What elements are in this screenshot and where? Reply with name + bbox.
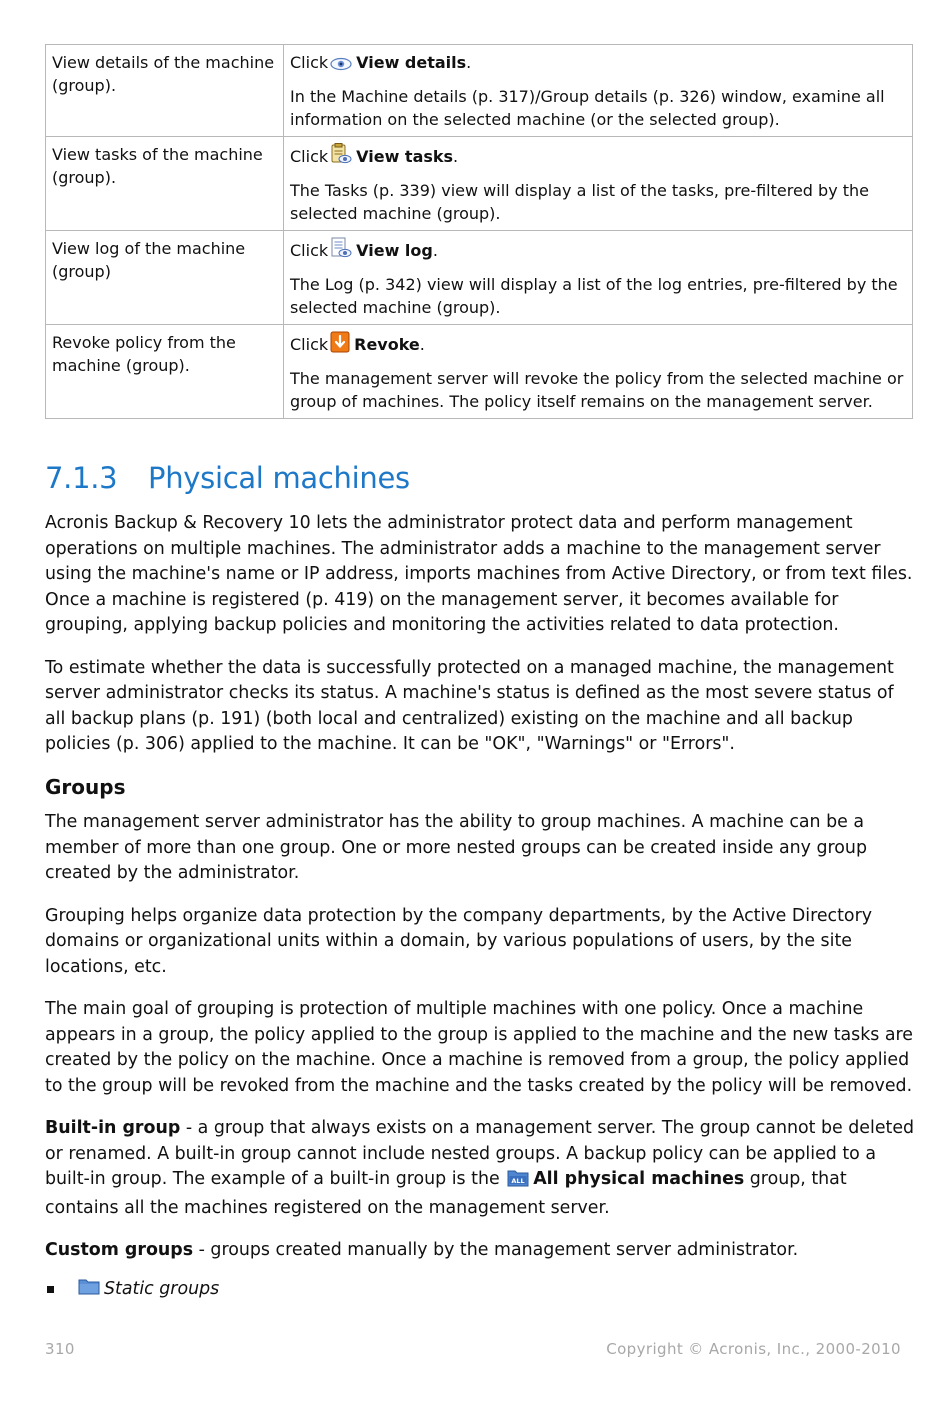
command-view-log: View log (356, 241, 433, 260)
bullet-icon (47, 1286, 54, 1293)
section-number: 7.1.3 (45, 461, 118, 495)
paragraph: The main goal of grouping is protection of multiple machines with one policy. Once a machine appears in a group, the policy applied to the group is applied to the machine and the new tasks are created by the policy on the machine. Once a machine is removed from a group, the policy applied to the group will be revoked from the machine and the tasks created by the policy will be removed. (45, 999, 914, 1096)
view-details-icon (330, 54, 352, 77)
action-cell: View tasks of the machine (group). (46, 137, 284, 231)
table-row (46, 325, 913, 419)
section-body (45, 511, 915, 1303)
action-cell: View log of the machine (group) (46, 231, 284, 325)
instruction-cell: Click View log. The Log (p. 342) view will display a list of the log entries, pre-filtered by the selected machine (group). (284, 231, 913, 325)
paragraph: Acronis Backup & Recovery 10 lets the administrator protect data and perform management operations on multiple machines. The administrator adds a machine to the management server using the machine's name or IP address, imports machines from Active Directory, or from text files. Once a machine is registered (p. 419) on the management server, it becomes available for grouping, applying backup policies and monitoring the activities related to data protection. (45, 513, 913, 635)
section-heading (45, 461, 410, 495)
page-footer (45, 1340, 901, 1358)
svg-text:ALL: ALL (511, 1177, 525, 1185)
description: The Tasks (p. 339) view will display a list of the tasks, pre-filtered by the selected machine (group). (290, 181, 870, 223)
description: The management server will revoke the policy from the selected machine or group of machines. The policy itself remains on the management server. (290, 369, 904, 411)
list-item (45, 1277, 915, 1304)
machine-actions-table (45, 44, 913, 419)
description: The Log (p. 342) view will display a list of the log entries, pre-filtered by the selected machine (group). (290, 275, 898, 317)
command-revoke: Revoke (354, 335, 420, 354)
instruction-cell: Click View tasks. The Tasks (p. 339) view will display a list of the tasks, pre-filtered by the selected machine (group). (284, 137, 913, 231)
groups-heading: Groups (45, 774, 126, 799)
table-row (46, 231, 913, 325)
action-cell: Revoke policy from the machine (group). (46, 325, 284, 419)
paragraph: Grouping helps organize data protection by the company departments, by the Active Directory domains or organizational units within a domain, by various populations of users, by the site locations, etc. (45, 905, 873, 977)
description: In the Machine details (p. 317)/Group details (p. 326) window, examine all information on the selected machine (or the selected group). (290, 87, 885, 129)
folder-icon (78, 1277, 100, 1304)
revoke-icon (330, 331, 350, 359)
action-cell: View details of the machine (group). (46, 45, 284, 137)
paragraph: To estimate whether the data is successfully protected on a managed machine, the management server administrator checks its status. A machine's status is defined as the most severe status of all backup plans (p. 191) (both local and centralized) existing on the machine and all backup policies (p. 306) applied to the machine. It can be "OK", "Warnings" or "Errors". (45, 657, 894, 754)
view-tasks-icon (330, 143, 352, 171)
custom-groups-term: Custom groups (45, 1240, 194, 1260)
instruction-cell: Click View details. In the Machine details (p. 317)/Group details (p. 326) window, examine all information on the selected machine (or the selected group). (284, 45, 913, 137)
custom-groups-paragraph: Custom groups - groups created manually by the management server administrator. (45, 1240, 799, 1260)
builtin-group-paragraph: Built-in group - a group that always exists on a management server. The group cannot be deleted or renamed. A built-in group cannot include nested groups. A backup policy can be applied to a built-in group. The example of a built-in group is the ALL All physical machines group, that contains all the machines registered on the management server. (45, 1118, 915, 1218)
page-number: 310 (45, 1340, 75, 1358)
static-groups-label: Static groups (104, 1279, 220, 1299)
builtin-group-term: Built-in group (45, 1118, 181, 1138)
view-log-icon (330, 237, 352, 265)
section-title: Physical machines (148, 461, 410, 495)
all-physical-machines-label: All physical machines (533, 1169, 745, 1189)
command-view-tasks: View tasks (356, 147, 454, 166)
instruction-cell: Click Revoke. The management server will revoke the policy from the selected machine or group of machines. The policy itself remains on the management server. (284, 325, 913, 419)
all-machines-folder-icon (507, 1167, 529, 1196)
table-row (46, 45, 913, 137)
command-view-details: View details (356, 53, 467, 72)
paragraph: The management server administrator has the ability to group machines. A machine can be a member of more than one group. One or more nested groups can be created inside any group created by the administrator. (45, 812, 867, 883)
table-row (46, 137, 913, 231)
copyright: Copyright © Acronis, Inc., 2000-2010 (606, 1340, 901, 1358)
